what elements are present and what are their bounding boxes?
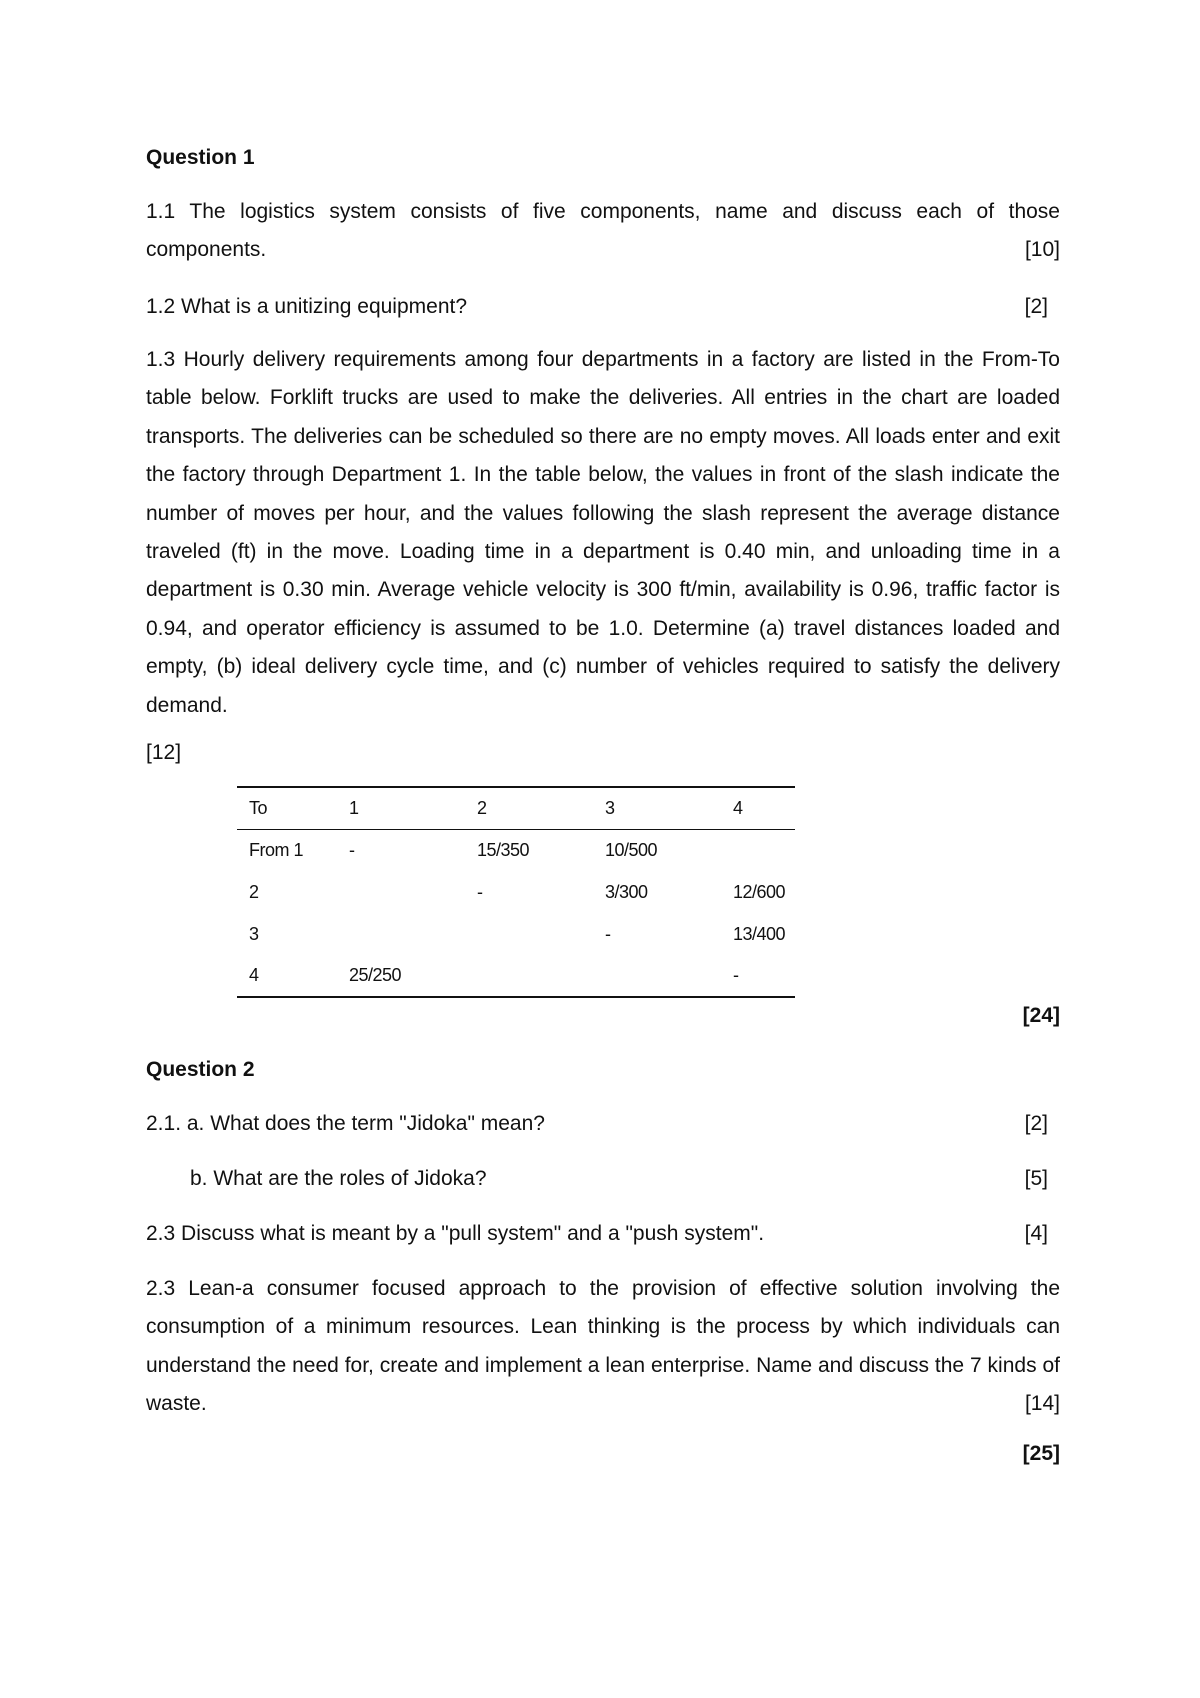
table-cell (593, 955, 721, 997)
question-2-1a (146, 1105, 1060, 1143)
question-2-1a-text: 2.1. a. What does the term "Jidoka" mean? (146, 1112, 545, 1135)
question-1-1-marks: [10] (1024, 238, 1060, 261)
question-2-3a-text: 2.3 Discuss what is meant by a "pull system" and a "push system". (146, 1222, 765, 1245)
table-cell: 4 (249, 965, 259, 985)
question-2-1b (146, 1160, 1060, 1198)
table-cell: - (605, 923, 611, 944)
question-2-3a (146, 1215, 1060, 1253)
table-row (237, 871, 795, 913)
question-2-1b-text: b. What are the roles of Jidoka? (190, 1167, 487, 1190)
table-cell: 12/600 (733, 881, 786, 902)
table-cell (465, 913, 593, 955)
question-2-heading: Question 2 (146, 1058, 255, 1081)
table-cell: 13/400 (733, 923, 786, 944)
table-cell (337, 871, 465, 913)
table-cell: - (349, 839, 355, 860)
table-cell: 2 (249, 881, 259, 902)
question-2-1a-marks: [2] (1024, 1112, 1048, 1135)
question-1-2-text: 1.2 What is a unitizing equipment? (146, 295, 468, 318)
question-2-3b-text: 2.3 Lean-a consumer focused approach to the provision of effective solution involving the consumption of a minimum resources. Lean thinking is the process by which individuals can understand the need for, create and implement a lean enterprise. Name and discuss the 7 kinds of waste. (146, 1277, 1060, 1416)
table-cell: - (733, 965, 739, 985)
question-2-3b (146, 1270, 1060, 1424)
table-cell: - (477, 881, 483, 902)
table-cell: 3/300 (605, 881, 648, 902)
table-header-cell: 4 (733, 797, 743, 818)
table-cell: From 1 (249, 839, 304, 860)
table-header-cell: 2 (477, 797, 487, 818)
table-header-row (237, 787, 795, 829)
question-1-3-marks: [12] (146, 741, 182, 764)
table-header-cell: 1 (349, 797, 359, 818)
table-cell: 3 (249, 923, 259, 944)
table-cell: 15/350 (477, 839, 530, 860)
question-2-3b-marks: [14] (1024, 1392, 1060, 1415)
question-2-1b-marks: [5] (1024, 1167, 1048, 1190)
table-header-cell: To (249, 797, 268, 818)
table-row (237, 829, 795, 871)
table-cell (721, 829, 795, 871)
question-2-3a-marks: [4] (1024, 1222, 1048, 1245)
question-1-total-marks: [24] (1022, 1004, 1060, 1027)
question-2-total-marks: [25] (1022, 1442, 1060, 1465)
table-cell (465, 955, 593, 997)
question-1-heading: Question 1 (146, 146, 255, 169)
table-cell: 25/250 (349, 965, 402, 985)
table-row (237, 955, 795, 997)
from-to-table (237, 786, 795, 998)
table-row (237, 913, 795, 955)
question-1-3-text: 1.3 Hourly delivery requirements among four departments in a factory are listed in the From-To table below. Forklift trucks are used to make the deliveries. All entries in the chart are loaded transports. The deliveries can be scheduled so there are no empty moves. All loads enter and exit the factory through Department 1. In the table below, the values in front of the slash indicate the number of moves per hour, and the values following the slash represent the average distance traveled (ft) in the move. Loading time in a department is 0.40 min, and unloading time in a department is 0.30 min. Average vehicle velocity is 300 ft/min, availability is 0.96, traffic factor is 0.94, and operator efficiency is assumed to be 1.0. Determine (a) travel distances loaded and empty, (b) ideal delivery cycle time, and (c) number of vehicles required to satisfy the delivery demand. (146, 348, 1060, 717)
table-cell: 10/500 (605, 839, 658, 860)
table-header-cell: 3 (605, 797, 615, 818)
table-cell (337, 913, 465, 955)
question-1-1-text: 1.1 The logistics system consists of five components, name and discuss each of those components. (146, 200, 1060, 262)
question-1-2-marks: [2] (1024, 295, 1048, 318)
question-1-2 (146, 288, 1060, 326)
